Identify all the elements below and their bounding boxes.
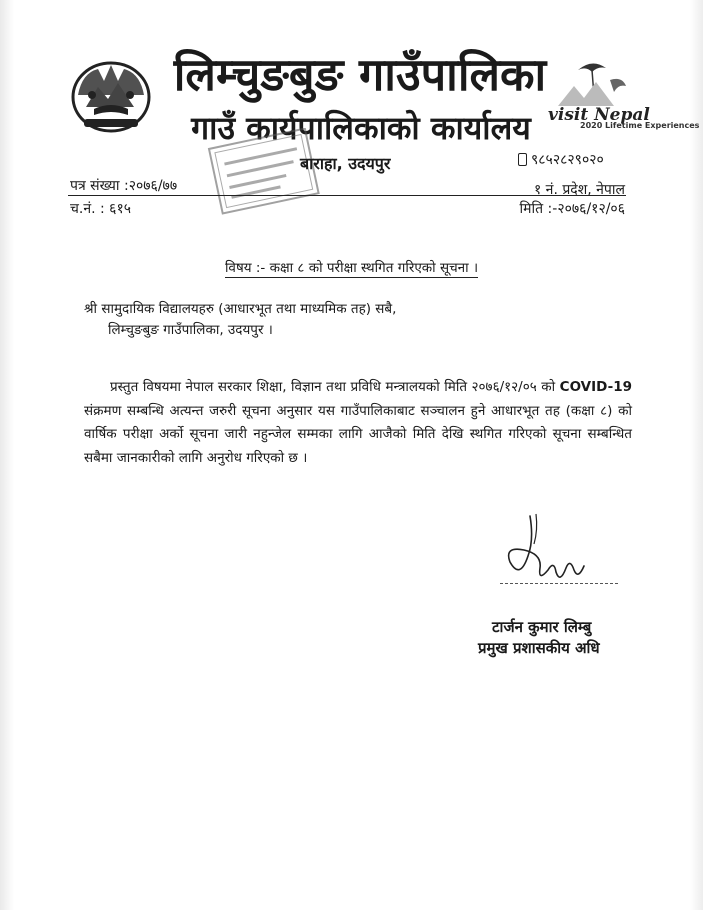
office-phone — [518, 150, 604, 169]
letter-number: पत्र संख्या :२०७६/७७ — [70, 178, 178, 194]
subject-text: विषय :- कक्षा ८ को परीक्षा स्थगित गरिएको सूचना । — [224, 260, 479, 276]
signatory-title: प्रमुख प्रशासकीय अधि — [478, 639, 600, 657]
letter-subject — [0, 258, 703, 276]
handwritten-signature — [490, 510, 610, 590]
office-name: गाउँ कार्यपालिकाको कार्यालय — [191, 109, 531, 147]
phone-number: ९८५२८२९०२० — [531, 152, 604, 168]
municipality-name: लिम्चुङबुङ गाउँपालिका — [173, 48, 547, 101]
body-highlight: COVID-19 — [559, 379, 632, 395]
header-divider — [68, 195, 626, 196]
dispatch-number: च.नं. : ६१५ — [70, 201, 132, 217]
office-address: बाराहा, उदयपुर — [300, 154, 391, 173]
signature-line — [500, 583, 618, 584]
office-province: १ नं. प्रदेश, नेपाल — [533, 182, 625, 198]
visit-nepal-year: 2020 Lifetime Experiences — [580, 121, 700, 130]
phone-icon — [518, 153, 527, 166]
recipient-line-2: लिम्चुङबुङ गाउँपालिका, उदयपुर । — [108, 322, 273, 338]
letter-date: मिति :-२०७६/१२/०६ — [519, 201, 625, 217]
recipient-line-1: श्री सामुदायिक विद्यालयहरु (आधारभूत तथा माध्यमिक तह) सबै, — [84, 301, 397, 317]
body-part-1: प्रस्तुत विषयमा नेपाल सरकार शिक्षा, विज्ञान तथा प्रविधि मन्त्रालयको मिति २०७६/१२/०५ को — [110, 379, 560, 395]
nepal-emblem-icon — [68, 55, 154, 137]
visit-nepal-text: visit Nepal — [548, 105, 650, 125]
body-part-2: संक्रमण सम्बन्धि अत्यन्त जरुरी सूचना अनुसार यस गाउँपालिकाबाट सञ्चालन हुने आधारभूत तह (कक्षा ८) को वार्षिक परीक्षा अर्को सूचना जारी नहुन्जेल सम्मका लागि आजैको मिति देखि स्थगित गरिएको सूचना सम्बन्धित सबैमा जानकारीको लागि अनुरोध गरिएको छ । — [84, 402, 632, 466]
letter-body — [84, 376, 632, 470]
signatory-name: टार्जन कुमार लिम्बु — [492, 618, 592, 636]
